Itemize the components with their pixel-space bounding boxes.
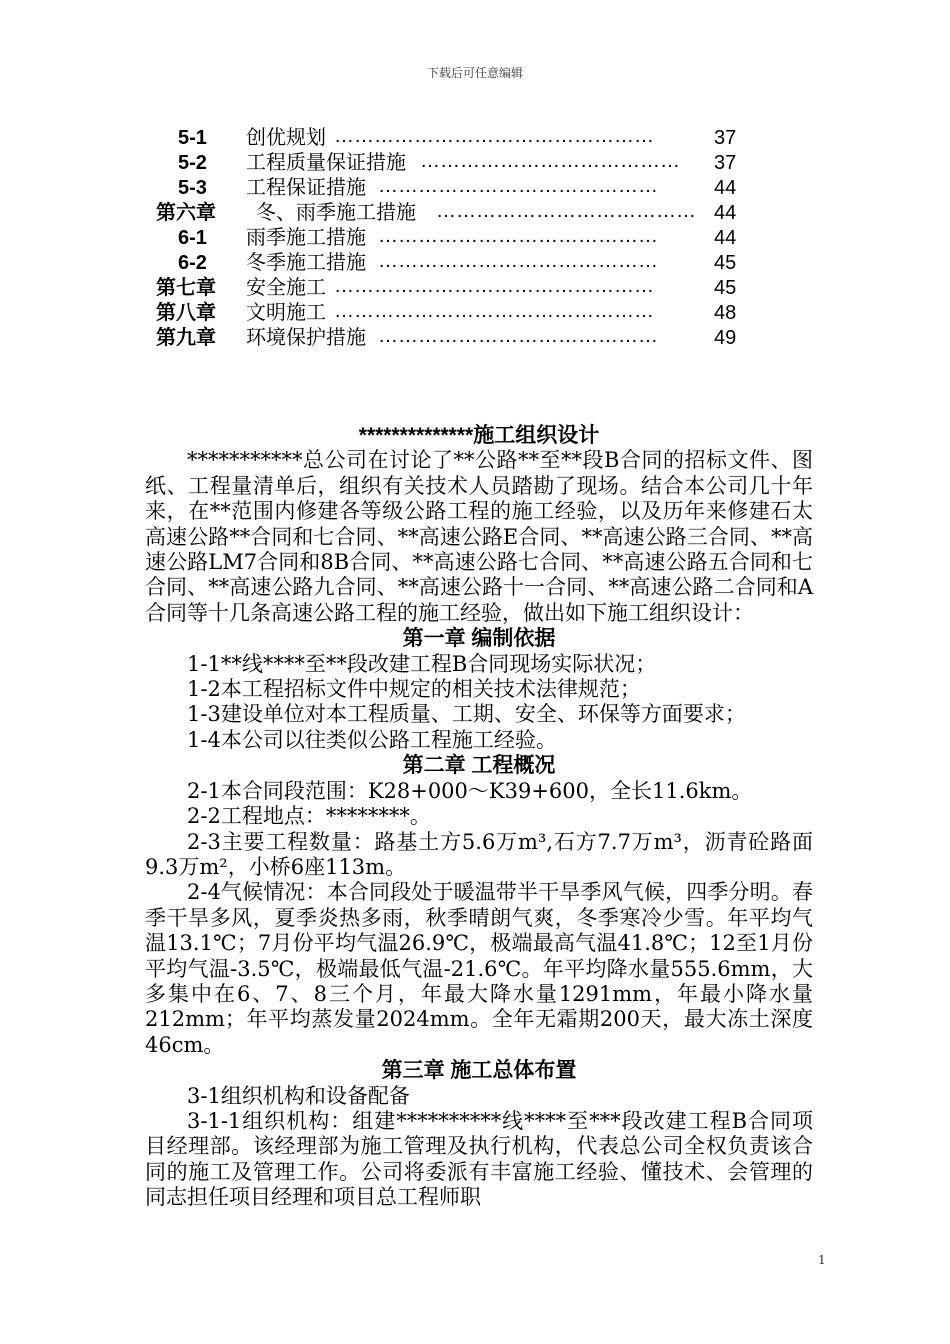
paragraph: 1-3建设单位对本工程质量、工期、安全、环保等方面要求； (187, 702, 746, 727)
paragraph: 2-2工程地点：********。 (187, 804, 431, 829)
toc-title: 安全施工 (246, 277, 326, 299)
page-header: 下载后可任意编辑 (426, 66, 523, 80)
toc-leader: …………………………………… (378, 250, 658, 272)
page-number: 1 (818, 1253, 826, 1267)
intro-paragraph: ***********总公司在讨论了**公路**至**段B合同的招标文件、图纸、工程量清单后，组织有关技术人员踏勘了现场。结合本公司几十年来，在**范围内修建各等级公路工程的施工经验，以及历年来修建石太高速公路**合同和七合同、**高速公路E合同、**高速公路三合同、**高速公路LM7合同和8B合同、**高速公路七合同、**高速公路五合同和七合同、**高速公路九合同、**高速公路十一合同、**高速公路二合同和A合同等十几条高速公路工程的施工经验，做出如下施工组织设计： (145, 448, 813, 625)
toc-title: 冬、雨季施工措施 (256, 202, 416, 224)
toc-entry[interactable] (150, 126, 750, 151)
paragraph: 1-2本工程招标文件中规定的相关技术法律规范； (187, 677, 641, 702)
toc-entry[interactable] (150, 251, 750, 276)
toc-title: 工程保证措施 (246, 177, 366, 199)
toc-entry[interactable] (150, 276, 750, 301)
paragraph: 3-1-1组织机构：组建**********线****至***段改建工程B合同项目经理部。该经理部为施工管理及执行机构，代表总公司全权负责该合同的施工及管理工作。公司将委派有丰富施工经验、懂技术、会管理的同志担任项目经理和项目总工程师职 (145, 1108, 813, 1210)
toc-page: 45 (714, 252, 737, 274)
toc-entry[interactable] (150, 326, 750, 351)
toc-page: 37 (714, 152, 737, 174)
toc-leader: ………………………………… (436, 200, 696, 222)
toc-number: 第六章 (156, 202, 216, 224)
toc-leader: ………………………………………… (334, 275, 654, 297)
toc-number: 6-2 (178, 252, 207, 274)
document-body (145, 423, 813, 1211)
toc-leader: …………………………………… (378, 175, 658, 197)
document-title: **************施工组织设计 (358, 424, 600, 447)
toc-entry[interactable] (150, 226, 750, 251)
toc-page: 44 (714, 202, 737, 224)
toc-number: 5-1 (178, 127, 207, 149)
toc-page: 44 (714, 227, 737, 249)
toc-entry[interactable] (150, 151, 750, 176)
paragraph: 2-4气候情况：本合同段处于暖温带半干旱季风气候，四季分明。春季干旱多风，夏季炎热多雨，秋季晴朗气爽，冬季寒冷少雪。年平均气温13.1℃；7月份平均气温26.9℃，极端最高气温41.8℃；12至1月份平均气温-3.5℃，极端最低气温-21.6℃。年平均降水量555.6mm，大多集中在6、7、8三个月，年最大降水量1291mm，年最小降水量212mm；年平均蒸发量2024mm。全年无霜期200天，最大冻土深度46cm。 (145, 880, 813, 1057)
toc-entry[interactable] (150, 201, 750, 226)
toc-title: 环境保护措施 (246, 327, 366, 349)
toc-page: 49 (714, 327, 737, 349)
paragraph: 2-3主要工程数量：路基土方5.6万m³,石方7.7万m³，沥青砼路面9.3万m²，小桥6座113m。 (145, 829, 813, 879)
toc-leader: ………………………………… (420, 150, 680, 172)
toc-number: 6-1 (178, 227, 207, 249)
toc-number: 5-2 (178, 152, 207, 174)
toc-title: 文明施工 (246, 302, 326, 324)
toc-page: 45 (714, 277, 737, 299)
toc-page: 44 (714, 177, 737, 199)
paragraph: 2-1本合同段范围：K28+000～K39+600，全长11.6km。 (187, 778, 753, 803)
toc-entry[interactable] (150, 176, 750, 201)
toc-number: 5-3 (178, 177, 207, 199)
paragraph: 1-4本公司以往类似公路工程施工经验。 (187, 727, 557, 752)
toc-leader: ………………………………………… (334, 125, 654, 147)
toc-number: 第七章 (156, 277, 216, 299)
toc-number: 第九章 (156, 327, 216, 349)
toc-page: 48 (714, 302, 737, 324)
toc-leader: …………………………………… (378, 325, 658, 347)
toc-number: 第八章 (156, 302, 216, 324)
toc-leader: ………………………………………… (334, 300, 654, 322)
toc-title: 创优规划 (246, 127, 326, 149)
toc-title: 雨季施工措施 (246, 227, 366, 249)
paragraph: 1-1**线****至**段改建工程B合同现场实际状况； (187, 651, 657, 676)
toc-entry[interactable] (150, 301, 750, 326)
paragraph: 3-1组织机构和设备配备 (187, 1083, 410, 1108)
toc-title: 工程质量保证措施 (246, 152, 406, 174)
chapter-1-heading: 第一章 编制依据 (402, 627, 556, 651)
toc-leader: …………………………………… (378, 225, 658, 247)
chapter-3-heading: 第三章 施工总体布置 (381, 1059, 577, 1083)
toc-page: 37 (714, 127, 737, 149)
chapter-2-heading: 第二章 工程概况 (402, 754, 556, 778)
toc-title: 冬季施工措施 (246, 252, 366, 274)
